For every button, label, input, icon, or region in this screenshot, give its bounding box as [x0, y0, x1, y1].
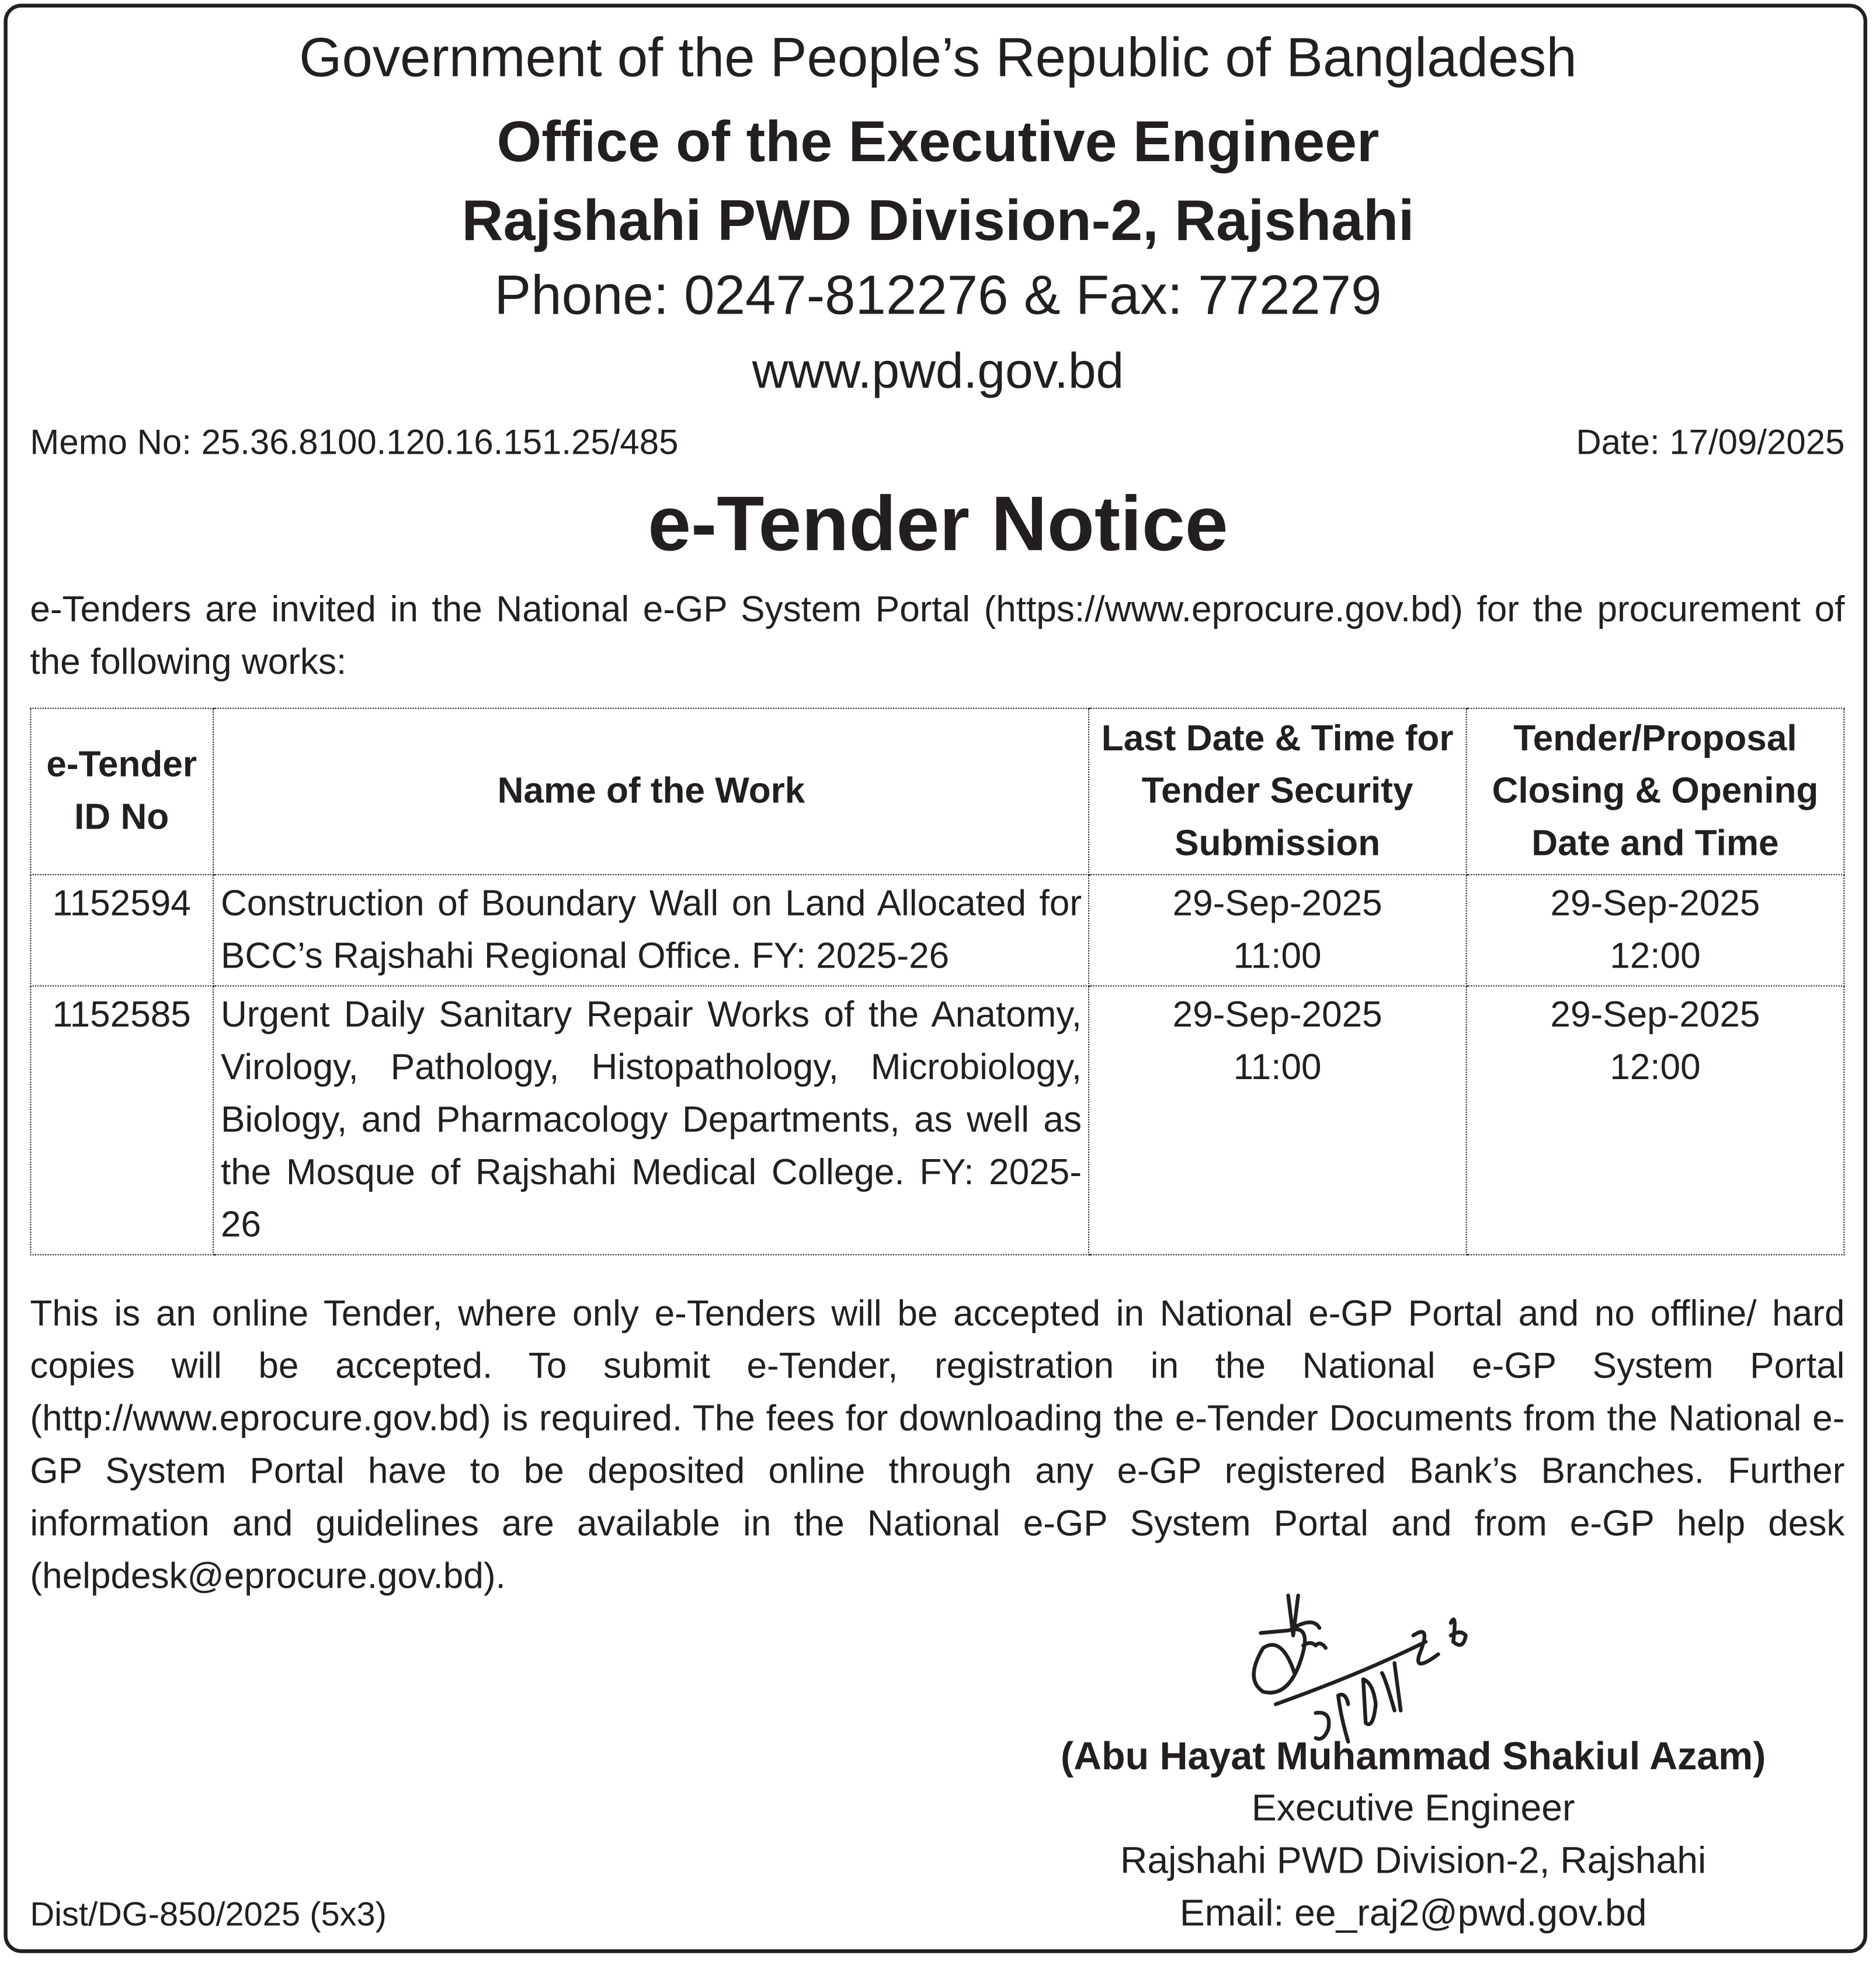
- tender-table: [30, 708, 1844, 1255]
- security-time: 11:00: [1233, 1048, 1322, 1088]
- office-heading: Office of the Executive Engineer: [496, 109, 1380, 174]
- closing-date: 29-Sep-2025: [1550, 995, 1760, 1035]
- instructions-paragraph: This is an online Tender, where only e-Tenders will be accepted in National e-GP Portal and no offline/ hard copies will be accepted. To submit e-Tender, registration in the National e-GP System Portal (http://www.eprocure.gov.bd) is required. The fees for downloading the e-Tender Documents from the National e-GP System Portal have to be deposited online through any e-GP registered Bank’s Branches. Further information and guidelines are available in the National e-GP System Portal and from e-GP help desk (helpdesk@eprocure.gov.bd).: [30, 1294, 1845, 1597]
- division-heading: Rajshahi PWD Division-2, Rajshahi: [461, 187, 1415, 253]
- table-row: [30, 986, 1844, 1254]
- header-closing: Tender/Proposal Closing & Opening Date and Time: [1467, 708, 1844, 875]
- signatory-email[interactable]: Email: ee_raj2@pwd.gov.bd: [1179, 1893, 1647, 1935]
- website-link[interactable]: www.pwd.gov.bd: [752, 343, 1124, 399]
- notice-date: Date: 17/09/2025: [1576, 422, 1845, 462]
- signature-image: [1238, 1585, 1613, 1748]
- closing-deadline: [1467, 986, 1844, 1254]
- security-date: 29-Sep-2025: [1172, 995, 1382, 1035]
- security-date: 29-Sep-2025: [1172, 883, 1382, 924]
- work-name: Urgent Daily Sanitary Repair Works of the Anatomy, Virology, Pathology, Histopathology, Microbiology, Biology, and Pharmacology Departments, as well as the Mosque of Rajshahi Medical College. FY: 2025-26: [213, 986, 1089, 1254]
- signatory-office: Rajshahi PWD Division-2, Rajshahi: [1120, 1840, 1707, 1882]
- tender-id: 1152585: [30, 986, 213, 1254]
- distribution-code: Dist/DG-850/2025 (5x3): [30, 1895, 387, 1933]
- security-deadline: [1089, 986, 1467, 1254]
- closing-time: 12:00: [1610, 936, 1701, 977]
- closing-time: 12:00: [1610, 1048, 1701, 1088]
- signatory-designation: Executive Engineer: [1251, 1788, 1575, 1829]
- table-header-row: [30, 708, 1844, 875]
- security-deadline: [1089, 875, 1467, 986]
- header-id: e-Tender ID No: [30, 708, 213, 875]
- header-security: Last Date & Time for Tender Security Submission: [1089, 708, 1467, 875]
- tender-id: 1152594: [30, 875, 213, 986]
- page-title: e-Tender Notice: [648, 481, 1228, 568]
- government-heading: Government of the People’s Republic of Bangladesh: [299, 27, 1577, 89]
- closing-date: 29-Sep-2025: [1550, 883, 1760, 924]
- closing-deadline: [1467, 875, 1844, 986]
- security-time: 11:00: [1233, 936, 1322, 977]
- work-name: Construction of Boundary Wall on Land Allocated for BCC’s Rajshahi Regional Office. FY: 2025-26: [213, 875, 1089, 986]
- contact-line: Phone: 0247-812276 & Fax: 772279: [494, 265, 1382, 326]
- memo-number: Memo No: 25.36.8100.120.16.151.25/485: [30, 422, 679, 462]
- intro-paragraph: e-Tenders are invited in the National e-GP System Portal (https://www.eprocure.gov.bd) for the procurement of the following works:: [30, 590, 1845, 683]
- table-row: [30, 875, 1844, 986]
- header-work: Name of the Work: [213, 708, 1089, 875]
- signatory-name: (Abu Hayat Muhammad Shakiul Azam): [1060, 1734, 1766, 1778]
